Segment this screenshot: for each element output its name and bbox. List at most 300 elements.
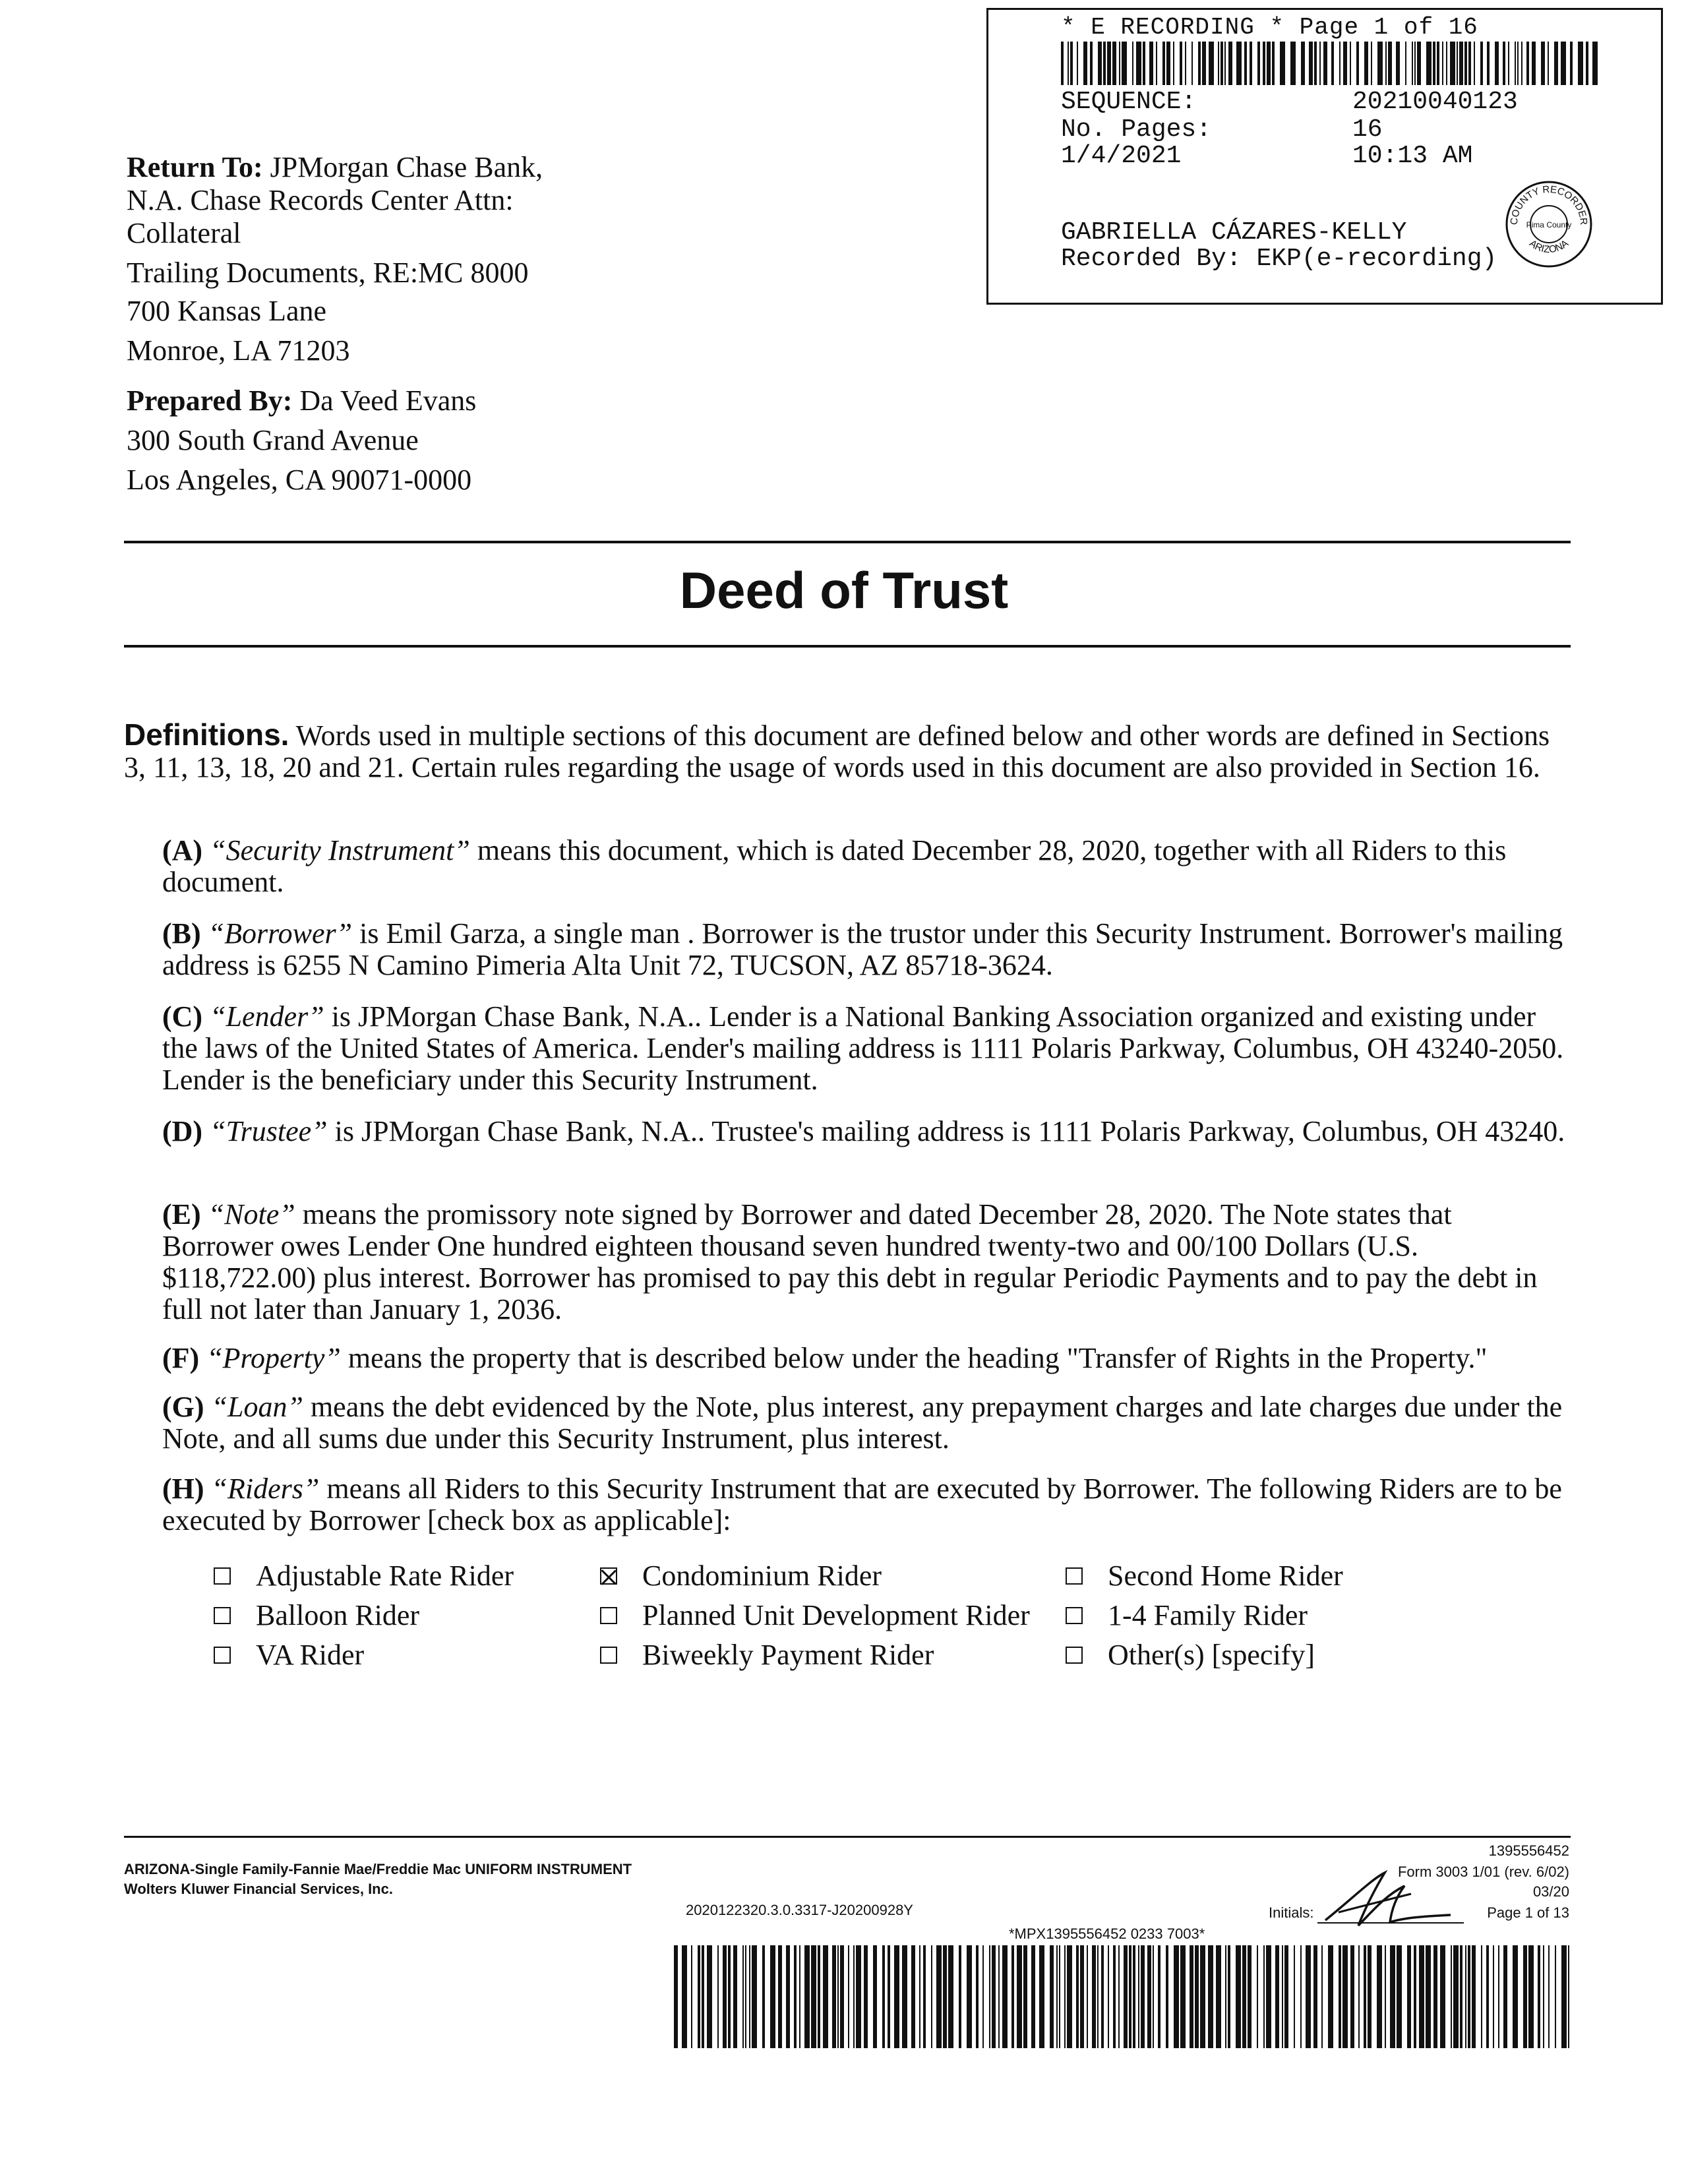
rider-label: Planned Unit Development Rider <box>642 1599 1030 1631</box>
rider-checkbox[interactable] <box>600 1647 617 1664</box>
definitions-intro <box>124 719 1575 783</box>
barcode-bar <box>770 1945 775 2048</box>
barcode-bar <box>762 1945 765 2048</box>
rider-label: Balloon Rider <box>256 1599 420 1631</box>
barcode-bar <box>1092 1945 1096 2048</box>
rider-biweekly-payment[interactable] <box>600 1638 934 1672</box>
barcode-bar <box>1209 42 1214 85</box>
rider-va[interactable] <box>214 1638 364 1672</box>
barcode-bar <box>848 1945 849 2048</box>
barcode-bar <box>1480 42 1483 85</box>
barcode-bar <box>1450 42 1455 85</box>
barcode-bar <box>1538 1945 1540 2048</box>
definition-c <box>162 1001 1567 1096</box>
barcode-bar <box>1472 1945 1476 2048</box>
barcode-bar <box>1103 42 1106 85</box>
barcode-bar <box>1498 1945 1499 2048</box>
rider-1-4-family[interactable] <box>1066 1598 1308 1632</box>
barcode-bar <box>1532 42 1536 85</box>
barcode-bar <box>1050 1945 1054 2048</box>
barcode-bar <box>1405 42 1406 85</box>
barcode-bar <box>1300 1945 1302 2048</box>
barcode-bar <box>1216 1945 1221 2048</box>
barcode-bar <box>1306 1945 1311 2048</box>
barcode-bar <box>1414 1945 1416 2048</box>
barcode-bar <box>1442 42 1443 85</box>
barcode-bar <box>1017 1945 1022 2048</box>
document-barcode <box>674 1945 1571 2048</box>
barcode-bar <box>1323 42 1327 85</box>
barcode-bar <box>832 1945 836 2048</box>
rider-checkbox[interactable] <box>1066 1647 1083 1664</box>
barcode-bar <box>1143 42 1145 85</box>
barcode-bar <box>1225 1945 1226 2048</box>
barcode-bar <box>873 1945 877 2048</box>
barcode-bar <box>853 1945 855 2048</box>
definition-letter: (E) <box>162 1198 201 1230</box>
barcode-bar <box>1156 42 1157 85</box>
barcode-bar <box>1578 42 1583 85</box>
barcode-bar <box>1180 42 1182 85</box>
pages-label: No. Pages: <box>1061 115 1212 144</box>
barcode-bar <box>682 1945 687 2048</box>
barcode-bar <box>1407 1945 1411 2048</box>
rider-checkbox[interactable] <box>600 1607 617 1624</box>
barcode-bar <box>1503 42 1505 85</box>
rider-checkbox[interactable] <box>1066 1567 1083 1585</box>
barcode-bar <box>1319 42 1321 85</box>
barcode-bar <box>1122 42 1127 85</box>
definition-text: means the debt evidenced by the Note, plus interest, any prepayment charges and late charges due under the Note, and all sums due under this Security Instrument, plus interest. <box>162 1391 1563 1455</box>
barcode-bar <box>1272 42 1275 85</box>
rider-checkbox[interactable] <box>214 1567 231 1585</box>
barcode-bar <box>1228 42 1232 85</box>
barcode-bar <box>1460 1945 1462 2048</box>
barcode-bar <box>1364 42 1368 85</box>
barcode-bar <box>1282 1945 1283 2048</box>
barcode-bar <box>1200 1945 1205 2048</box>
barcode-bar <box>1098 42 1102 85</box>
barcode-bar <box>1076 1945 1079 2048</box>
barcode-bar <box>1314 42 1317 85</box>
rider-label: Adjustable Rate Rider <box>256 1560 514 1592</box>
barcode-bar <box>1263 42 1265 85</box>
barcode-bar <box>856 1945 861 2048</box>
definition-term: “Trustee” <box>210 1115 328 1147</box>
definition-letter: (A) <box>162 834 203 866</box>
barcode-bar <box>1321 1945 1323 2048</box>
title-rule-bottom <box>124 645 1571 648</box>
barcode-bar <box>1468 1945 1470 2048</box>
barcode-bar <box>1331 42 1334 85</box>
barcode-bar <box>1064 1945 1066 2048</box>
barcode-bar <box>823 1945 828 2048</box>
barcode-bar <box>888 1945 890 2048</box>
barcode-bar <box>864 1945 868 2048</box>
barcode-bar <box>1136 42 1141 85</box>
definition-letter: (F) <box>162 1342 200 1374</box>
barcode-bar <box>911 1945 915 2048</box>
barcode-bar <box>1513 1945 1518 2048</box>
definition-text: is JPMorgan Chase Bank, N.A.. Lender is a National Banking Association organized and existing under the laws of the United States of America. Lender's mailing address is 1111 Polaris Parkway, Columbus, OH 43240-2050. Lender is the beneficiary under this Security Instrument. <box>162 1000 1564 1096</box>
barcode-bar <box>1198 42 1201 85</box>
barcode-bar <box>1173 42 1174 85</box>
barcode-bar <box>1464 42 1467 85</box>
barcode-bar <box>1112 42 1116 85</box>
definitions-heading: Definitions. <box>124 717 289 752</box>
title-rule-top <box>124 541 1571 543</box>
barcode-bar <box>1468 42 1471 85</box>
barcode-bar <box>1412 42 1413 85</box>
recording-barcode <box>1061 42 1602 85</box>
barcode-bar <box>1309 42 1313 85</box>
barcode-bar <box>1390 1945 1395 2048</box>
barcode-bar <box>1328 1945 1333 2048</box>
barcode-bar <box>1218 42 1219 85</box>
barcode-bar <box>882 1945 885 2048</box>
definition-term: “Loan” <box>211 1391 303 1423</box>
barcode-bar <box>1275 1945 1279 2048</box>
barcode-bar <box>1070 42 1073 85</box>
barcode-bar <box>707 1945 712 2048</box>
rider-condominium[interactable] <box>600 1559 882 1592</box>
definition-b <box>162 918 1567 981</box>
return-to-line6: Monroe, LA 71203 <box>127 334 350 367</box>
barcode-bar <box>936 1945 942 2048</box>
footer-barcode-text: *MPX1395556452 0233 7003* <box>1009 1926 1205 1942</box>
barcode-bar <box>1083 42 1087 85</box>
barcode-bar <box>1396 42 1400 85</box>
barcode-bar <box>1068 42 1069 85</box>
barcode-bar <box>1446 42 1447 85</box>
barcode-bar <box>919 1945 920 2048</box>
sequence-label: SEQUENCE: <box>1061 88 1197 116</box>
barcode-bar <box>1228 1945 1230 2048</box>
rider-checkbox[interactable] <box>1066 1607 1083 1624</box>
definition-letter: (H) <box>162 1472 204 1505</box>
barcode-bar <box>1263 1945 1265 2048</box>
svg-text:ARIZONA: ARIZONA <box>1527 237 1571 256</box>
rider-checkbox[interactable] <box>214 1607 231 1624</box>
barcode-bar <box>1523 1945 1527 2048</box>
barcode-bar <box>1437 42 1439 85</box>
barcode-bar <box>1097 1945 1099 2048</box>
footer-revision: 03/20 <box>1532 1883 1569 1900</box>
rider-label: Condominium Rider <box>642 1560 882 1592</box>
county-recorder-seal <box>1503 178 1595 270</box>
definition-term: “Riders” <box>211 1472 320 1505</box>
return-to-line5: 700 Kansas Lane <box>127 295 327 327</box>
barcode-bar <box>742 1945 744 2048</box>
definition-letter: (G) <box>162 1391 204 1423</box>
barcode-bar <box>976 1945 979 2048</box>
definition-text: means the property that is described below under the heading "Transfer of Rights in the Property." <box>347 1342 1488 1374</box>
footer-doc-code: 2020122320.3.0.3317-J20200928Y <box>686 1902 913 1918</box>
svg-text:COUNTY RECORDER: COUNTY RECORDER <box>1508 183 1590 226</box>
barcode-bar <box>1267 42 1271 85</box>
barcode-bar <box>894 1945 899 2048</box>
barcode-bar <box>1077 42 1078 85</box>
barcode-bar <box>1385 1945 1386 2048</box>
barcode-bar <box>799 1945 800 2048</box>
barcode-bar <box>1508 42 1509 85</box>
barcode-bar <box>1118 1945 1120 2048</box>
barcode-bar <box>1364 1945 1366 2048</box>
rider-second-home[interactable] <box>1066 1559 1343 1592</box>
barcode-bar <box>1548 42 1549 85</box>
barcode-bar <box>818 1945 820 2048</box>
barcode-bar <box>1561 42 1566 85</box>
barcode-bar <box>786 1945 790 2048</box>
barcode-bar <box>1158 1945 1160 2048</box>
definition-text: means all Riders to this Security Instrument that are executed by Borrower. The following Riders are to be executed by Borrower [check box as applicable]: <box>162 1472 1562 1536</box>
definition-text: means the promissory note signed by Borrower and dated December 28, 2020. The Note states that Borrower owes Lender One hundred eighteen thousand seven hundred twenty-two and 00/100 Dollars (U.S. $118,722.00) plus interest. Borrower has promised to pay this debt in regular Periodic Payments and to pay the debt in full not later than January 1, 2036. <box>162 1198 1538 1325</box>
barcode-bar <box>902 1945 907 2048</box>
barcode-bar <box>1061 42 1064 85</box>
pages-value: 16 <box>1352 115 1383 144</box>
barcode-bar <box>1067 1945 1072 2048</box>
definition-term: “Borrower” <box>208 917 353 950</box>
barcode-bar <box>1388 42 1392 85</box>
recording-header: * E RECORDING * Page 1 of 16 <box>1061 14 1478 41</box>
barcode-bar <box>1059 1945 1060 2048</box>
barcode-bar <box>1023 1945 1027 2048</box>
svg-text:Pima County: Pima County <box>1526 220 1572 229</box>
barcode-bar <box>1465 1945 1466 2048</box>
barcode-bar <box>1343 42 1347 85</box>
barcode-bar <box>1350 42 1351 85</box>
barcode-bar <box>1208 1945 1213 2048</box>
definition-e <box>162 1199 1567 1325</box>
barcode-bar <box>1554 42 1558 85</box>
barcode-bar <box>1202 42 1206 85</box>
barcode-bar <box>1242 1945 1246 2048</box>
barcode-bar <box>837 1945 839 2048</box>
barcode-bar <box>745 1945 746 2048</box>
barcode-bar <box>1503 1945 1507 2048</box>
barcode-bar <box>1521 42 1522 85</box>
barcode-bar <box>749 1945 750 2048</box>
rider-label: VA Rider <box>256 1639 365 1671</box>
barcode-bar <box>1417 42 1421 85</box>
barcode-bar <box>1257 1945 1258 2048</box>
barcode-bar <box>1250 42 1252 85</box>
barcode-bar <box>1129 1945 1131 2048</box>
barcode-bar <box>1371 42 1372 85</box>
barcode-bar <box>1166 42 1170 85</box>
barcode-bar <box>1342 1945 1348 2048</box>
barcode-bar <box>959 1945 961 2048</box>
definition-term: “Security Instrument” <box>210 834 470 866</box>
recording-date: 1/4/2021 <box>1061 142 1182 170</box>
rider-planned-unit-development[interactable] <box>600 1598 1030 1632</box>
barcode-bar <box>1002 1945 1008 2048</box>
barcode-bar <box>1433 1945 1437 2048</box>
barcode-bar <box>702 1945 704 2048</box>
rider-balloon[interactable] <box>214 1598 419 1632</box>
barcode-bar <box>1108 1945 1109 2048</box>
prepared-by-line3: Los Angeles, CA 90071-0000 <box>127 464 472 496</box>
barcode-bar <box>1174 1945 1179 2048</box>
barcode-bar <box>840 1945 844 2048</box>
barcode-bar <box>1459 42 1463 85</box>
barcode-bar <box>1440 1945 1445 2048</box>
footer-form-number: Form 3003 1/01 (rev. 6/02) <box>1397 1864 1569 1880</box>
barcode-bar <box>1280 42 1285 85</box>
barcode-bar <box>943 1945 947 2048</box>
barcode-bar <box>1426 42 1432 85</box>
document-title: Deed of Trust <box>679 561 1009 619</box>
barcode-bar <box>717 1945 719 2048</box>
rider-label: Other(s) [specify] <box>1108 1639 1315 1671</box>
definition-a <box>162 835 1567 898</box>
barcode-bar <box>1195 1945 1199 2048</box>
definition-term: “Property” <box>206 1342 341 1374</box>
barcode-bar <box>1080 1945 1084 2048</box>
barcode-bar <box>1236 42 1242 85</box>
footer-form-line2: Wolters Kluwer Financial Services, Inc. <box>124 1881 393 1897</box>
recorded-by: Recorded By: EKP(e-recording) <box>1061 245 1497 273</box>
barcode-bar <box>794 1945 797 2048</box>
rider-adjustable-rate[interactable] <box>214 1559 514 1592</box>
barcode-bar <box>1515 42 1516 85</box>
definition-d <box>162 1116 1567 1147</box>
barcode-bar <box>1486 1945 1489 2048</box>
prepared-by-label: Prepared By: <box>127 384 293 417</box>
return-to-label: Return To: <box>127 151 263 183</box>
footer-rule <box>124 1836 1571 1838</box>
definition-letter: (C) <box>162 1000 203 1033</box>
barcode-bar <box>1385 42 1387 85</box>
barcode-bar <box>1570 42 1573 85</box>
barcode-bar <box>1377 42 1383 85</box>
barcode-bar <box>1414 42 1416 85</box>
barcode-bar <box>728 1945 731 2048</box>
barcode-bar <box>1358 1945 1360 2048</box>
barcode-bar <box>1543 1945 1544 2048</box>
definition-term: “Lender” <box>210 1000 324 1033</box>
return-to-line4: Trailing Documents, RE:MC 8000 <box>127 257 529 289</box>
barcode-bar <box>923 1945 926 2048</box>
rider-label: Second Home Rider <box>1108 1560 1343 1592</box>
recorder-name: GABRIELLA CÁZARES-KELLY <box>1061 218 1407 247</box>
barcode-bar <box>1191 42 1193 85</box>
recording-time: 10:13 AM <box>1352 142 1473 170</box>
footer-page-number: Page 1 of 13 <box>1487 1904 1569 1921</box>
barcode-bar <box>1248 1945 1251 2048</box>
barcode-bar <box>811 1945 816 2048</box>
barcode-bar <box>1356 42 1359 85</box>
definition-f <box>162 1343 1567 1374</box>
barcode-bar <box>1451 1945 1452 2048</box>
barcode-bar <box>1548 1945 1550 2048</box>
return-to-line3: Collateral <box>127 217 241 249</box>
rider-label: Biweekly Payment Rider <box>642 1639 934 1671</box>
barcode-bar <box>982 1945 984 2048</box>
barcode-bar <box>1339 1945 1341 2048</box>
barcode-bar <box>1149 42 1153 85</box>
barcode-bar <box>1487 42 1490 85</box>
barcode-bar <box>1592 42 1598 85</box>
barcode-bar <box>1039 1945 1044 2048</box>
barcode-bar <box>674 1945 678 2048</box>
barcode-bar <box>1339 42 1341 85</box>
barcode-bar <box>1474 42 1475 85</box>
barcode-bar <box>804 1945 810 2048</box>
barcode-bar <box>1301 42 1305 85</box>
barcode-bar <box>698 1945 700 2048</box>
barcode-bar <box>1162 42 1165 85</box>
sequence-value: 20210040123 <box>1352 88 1518 116</box>
barcode-bar <box>1397 1945 1402 2048</box>
barcode-bar <box>1138 1945 1139 2048</box>
barcode-bar <box>1124 1945 1128 2048</box>
barcode-bar <box>1244 42 1247 85</box>
barcode-bar <box>1377 1945 1382 2048</box>
barcode-bar <box>1493 1945 1494 2048</box>
definition-text: means this document, which is dated December 28, 2020, together with all Riders to this document. <box>162 834 1507 898</box>
barcode-bar <box>948 1945 953 2048</box>
initials-label: Initials: <box>1269 1904 1314 1921</box>
barcode-bar <box>1294 1945 1295 2048</box>
barcode-bar <box>778 1945 782 2048</box>
barcode-bar <box>1368 1945 1372 2048</box>
barcode-bar <box>1190 1945 1193 2048</box>
barcode-bar <box>1457 42 1458 85</box>
barcode-bar <box>1284 1945 1288 2048</box>
barcode-bar <box>1031 1945 1035 2048</box>
barcode-bar <box>1586 42 1588 85</box>
barcode-bar <box>1453 1945 1459 2048</box>
rider-checkbox[interactable] <box>214 1647 231 1664</box>
barcode-bar <box>1495 42 1499 85</box>
return-to-name: JPMorgan Chase Bank, <box>270 151 543 183</box>
barcode-bar <box>1568 1945 1569 2048</box>
barcode-bar <box>1119 42 1120 85</box>
barcode-bar <box>992 1945 996 2048</box>
rider-label: 1-4 Family Rider <box>1108 1599 1308 1631</box>
barcode-bar <box>1313 1945 1317 2048</box>
barcode-bar <box>1185 42 1186 85</box>
barcode-bar <box>998 1945 1000 2048</box>
footer-form-line1: ARIZONA-Single Family-Fannie Mae/Freddie Mac UNIFORM INSTRUMENT <box>124 1861 632 1877</box>
barcode-bar <box>1541 42 1545 85</box>
barcode-bar <box>1257 42 1260 85</box>
barcode-bar <box>1350 1945 1354 2048</box>
rider-checkbox-checked[interactable] <box>600 1567 617 1585</box>
barcode-bar <box>1290 42 1296 85</box>
barcode-bar <box>733 1945 737 2048</box>
barcode-bar <box>1526 42 1529 85</box>
barcode-bar <box>989 1945 990 2048</box>
barcode-bar <box>931 1945 932 2048</box>
barcode-bar <box>1419 1945 1424 2048</box>
barcode-bar <box>1147 1945 1151 2048</box>
barcode-bar <box>1011 1945 1014 2048</box>
rider-other[interactable] <box>1066 1638 1315 1672</box>
footer-loan-number: 1395556452 <box>1488 1842 1569 1859</box>
barcode-bar <box>1528 1945 1534 2048</box>
prepared-by-line1 <box>127 381 476 421</box>
barcode-bar <box>1266 1945 1271 2048</box>
definition-g <box>162 1391 1567 1455</box>
barcode-bar <box>1517 42 1519 85</box>
barcode-bar <box>1221 42 1223 85</box>
definition-letter: (D) <box>162 1115 203 1147</box>
barcode-bar <box>1236 1945 1241 2048</box>
barcode-bar <box>1056 1945 1058 2048</box>
barcode-bar <box>1561 1945 1567 2048</box>
